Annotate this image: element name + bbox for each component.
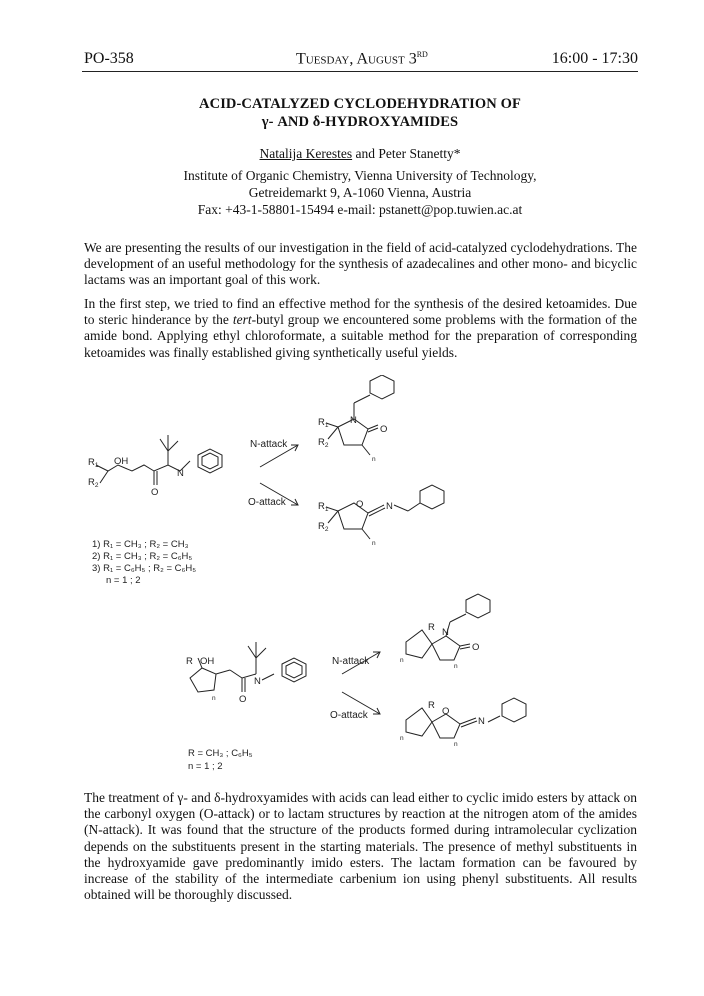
s1-r1-lactam-sub: 1 [324, 422, 329, 429]
s1-condition-4: n = 1 ; 2 [106, 575, 141, 586]
s2-o-lactam: O [472, 642, 480, 653]
s2-n-sub-start: n [212, 695, 216, 702]
s2-n-sub-imido-b: n [454, 741, 458, 748]
s1-n-lactam: N [350, 415, 357, 426]
s2-r-imido: R [428, 700, 435, 711]
title-line-2: γ- AND δ-HYDROXYAMIDES [261, 114, 459, 130]
poster-id: PO-358 [84, 50, 134, 67]
affiliation-contact: Fax: +43-1-58801-15494 e-mail: pstanett@pop.tuwien.ac.at [197, 202, 523, 217]
s2-n-sub-lactam-a: n [400, 657, 404, 664]
authors [82, 146, 638, 162]
s2-n-imido: N [478, 716, 485, 727]
affiliation-line-1: Institute of Organic Chemistry, Vienna University of Technology, [183, 168, 537, 183]
svg-text:R2 [318, 437, 329, 449]
s2-o-ring: O [442, 706, 450, 717]
paragraph-2-b: -butyl group we encountered some problems with the formation of the amide bond. Applying ethyl chloroformate, a suitable method for the preparation of corresponding ketoamides was finally established giving synthetically useful yields. [84, 312, 637, 360]
paragraph-2-italic: tert [232, 312, 252, 328]
header-rule [82, 71, 638, 72]
s2-condition-1: R = CH₃ ; C₆H₅ [188, 748, 253, 759]
s1-o-start: O [151, 487, 159, 498]
coauthor: Peter Stanetty* [378, 146, 461, 161]
svg-text:R2 [318, 521, 329, 533]
paragraph-2-a: In the first step, we tried to find an effective method for the synthesis of the desired ketoamides. Due to steric hinderance by the [84, 296, 637, 328]
session-day [296, 50, 428, 68]
s1-o-attack-label: O-attack [248, 497, 286, 508]
session-day-text: Tuesday, August 3 [296, 50, 417, 68]
s1-r2-start-sub: 2 [94, 482, 99, 489]
s1-r1-lactam: R [318, 417, 325, 428]
s2-r-start: R [186, 656, 193, 667]
paragraph-1: We are presenting the results of our investigation in the field of acid-catalyzed cyclodehydrations. The development of an useful methodology for the synthesis of azadecalines and other mono- and bicyclic lactams was an important goal of this work. [84, 240, 637, 288]
author-joiner: and [352, 146, 379, 161]
session-day-sup: RD [416, 50, 428, 59]
s2-r-lactam: R [428, 622, 435, 633]
s1-oh: OH [114, 456, 129, 467]
s1-n-start: N [177, 468, 184, 479]
s2-condition-2: n = 1 ; 2 [188, 761, 223, 772]
session-time: 16:00 - 17:30 [551, 50, 638, 67]
s1-r2-imido-sub: 2 [324, 526, 329, 533]
s1-n-sub-imido: n [372, 540, 376, 547]
s1-n-sub-lactam: n [372, 456, 376, 463]
svg-text:R1 [318, 501, 329, 513]
s1-r2-start: R [88, 477, 95, 488]
svg-text:R2 [88, 477, 99, 489]
affiliation-line-2: Getreidemarkt 9, A-1060 Vienna, Austria [248, 185, 472, 200]
paragraph-2 [84, 296, 637, 361]
s1-r2-lactam-sub: 2 [324, 442, 329, 449]
title-line-1: ACID-CATALYZED CYCLODEHYDRATION OF [199, 96, 521, 112]
s1-o-lactam: O [380, 424, 388, 435]
s1-condition-1: 1) R₁ = CH₃ ; R₂ = CH₃ [92, 539, 189, 550]
svg-text:R1 [318, 417, 329, 429]
s1-n-imido: N [386, 501, 393, 512]
presenting-author: Natalija Kerestes [259, 146, 353, 161]
reaction-scheme-2 [170, 588, 570, 788]
reaction-scheme-1 [80, 375, 500, 595]
s1-condition-2: 2) R₁ = CH₃ ; R₂ = C₆H₅ [92, 551, 193, 562]
s1-r1-imido-sub: 1 [324, 506, 329, 513]
s1-condition-3: 3) R₁ = C₆H₅ ; R₂ = C₆H₅ [92, 563, 197, 574]
s2-oh: OH [200, 656, 215, 667]
s1-r1-start: R [88, 457, 95, 468]
s2-n-sub-lactam-b: n [454, 663, 458, 670]
s1-n-attack-label: N-attack [250, 439, 288, 450]
paragraph-3: The treatment of γ- and δ-hydroxyamides with acids can lead either to cyclic imido esters by attack on the carbonyl oxygen (O-attack) or to lactam structures by reaction at the nitrogen atom of the amides (N-attack). It was found that the structure of the products formed during intramolecular cyclization depends on the substituents present in the starting materials. The presence of methyl substituents in the hydroxyamide gave predominantly imido esters. The lactam formation can be favoured by increase of the stability of the intermediate carbenium ion using phenyl substituents. All results obtained will be thoroughly discussed. [84, 790, 637, 903]
s1-r2-imido: R [318, 521, 325, 532]
s2-o-attack-label: O-attack [330, 710, 368, 721]
s1-r2-lactam: R [318, 437, 325, 448]
s1-o-ring: O [356, 499, 364, 510]
s2-o-start: O [239, 694, 247, 705]
s2-n-sub-imido-a: n [400, 735, 404, 742]
s2-n-start: N [254, 676, 261, 687]
s1-r1-imido: R [318, 501, 325, 512]
s1-r1-start-sub: 1 [94, 462, 99, 469]
s2-n-lactam: N [442, 627, 449, 638]
s2-n-attack-label: N-attack [332, 656, 370, 667]
svg-text:R1 [88, 457, 99, 469]
